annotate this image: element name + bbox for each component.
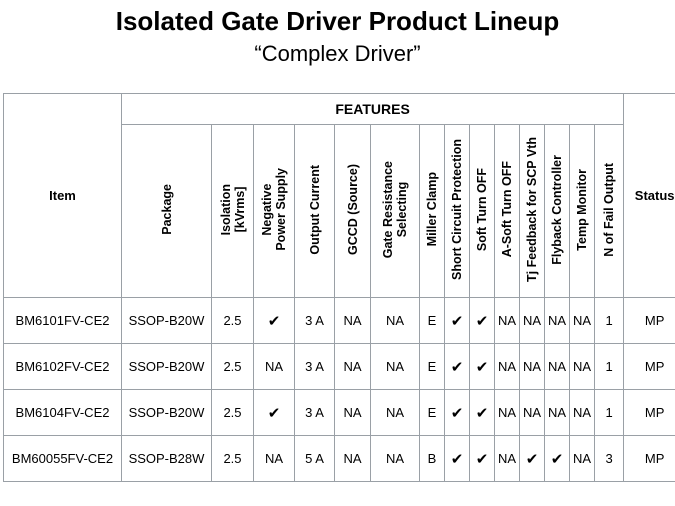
check-icon: ✔ — [470, 344, 495, 390]
feature-column-header — [495, 125, 520, 298]
table-cell: NA — [520, 344, 545, 390]
table-row — [4, 390, 675, 436]
feature-column-label: Gate Resistance Selecting — [381, 160, 409, 259]
table-cell: SSOP-B28W — [122, 436, 212, 482]
table-cell: 2.5 — [212, 298, 254, 344]
item-cell: BM6102FV-CE2 — [4, 344, 122, 390]
status-cell: MP — [624, 344, 675, 390]
table-cell: SSOP-B20W — [122, 344, 212, 390]
status-cell: MP — [624, 390, 675, 436]
feature-column-label: Isolation [kVrms] — [218, 183, 247, 236]
table-cell: 2.5 — [212, 344, 254, 390]
item-cell: BM60055FV-CE2 — [4, 436, 122, 482]
table-cell: NA — [371, 344, 420, 390]
feature-column-label: N of Fail Output — [602, 162, 617, 257]
table-cell: B — [420, 436, 445, 482]
feature-column-label: Miller Clamp — [425, 172, 439, 247]
page-title: Isolated Gate Driver Product Lineup — [115, 6, 560, 36]
feature-column-label: Temp Monitor — [575, 168, 589, 251]
table-cell: E — [420, 298, 445, 344]
feature-column-label: Soft Turn OFF — [475, 167, 489, 252]
item-header: Item — [4, 94, 122, 298]
check-icon: ✔ — [520, 436, 545, 482]
feature-column-label: GCCD (Source) — [345, 164, 360, 255]
table-cell: 3 A — [295, 344, 335, 390]
status-header: Status — [624, 94, 675, 298]
feature-column-label: Short Circuit Protection — [450, 139, 464, 280]
table-cell: NA — [570, 298, 595, 344]
feature-column-header — [470, 125, 495, 298]
check-icon: ✔ — [545, 436, 570, 482]
check-icon: ✔ — [470, 436, 495, 482]
feature-column-label: Package — [159, 184, 174, 235]
feature-column-header — [420, 125, 445, 298]
feature-column-label: Tj Feedback for SCP Vth — [525, 137, 539, 282]
table-cell: NA — [371, 390, 420, 436]
table-cell: NA — [495, 344, 520, 390]
check-icon: ✔ — [254, 298, 295, 344]
table-cell: NA — [570, 436, 595, 482]
table-cell: NA — [545, 390, 570, 436]
table-cell: NA — [495, 298, 520, 344]
table-cell: 3 A — [295, 298, 335, 344]
feature-column-header — [212, 125, 254, 298]
status-cell: MP — [624, 436, 675, 482]
check-icon: ✔ — [445, 390, 470, 436]
page-subtitle: “Complex Driver” — [254, 41, 421, 66]
table-cell: NA — [335, 298, 371, 344]
product-lineup-table — [3, 93, 675, 482]
feature-column-label: Output Current — [307, 164, 322, 255]
feature-column-header — [570, 125, 595, 298]
table-cell: 2.5 — [212, 436, 254, 482]
table-cell: NA — [335, 344, 371, 390]
table-cell: NA — [495, 436, 520, 482]
check-icon: ✔ — [470, 298, 495, 344]
table-cell: SSOP-B20W — [122, 390, 212, 436]
item-cell: BM6104FV-CE2 — [4, 390, 122, 436]
table-row — [4, 344, 675, 390]
features-header: FEATURES — [122, 94, 624, 125]
table-cell: NA — [570, 344, 595, 390]
check-icon: ✔ — [254, 390, 295, 436]
table-cell: 2.5 — [212, 390, 254, 436]
feature-column-header — [371, 125, 420, 298]
table-cell: 3 — [595, 436, 624, 482]
feature-column-header — [295, 125, 335, 298]
table-row — [4, 436, 675, 482]
table-cell: 1 — [595, 390, 624, 436]
table-cell: NA — [254, 344, 295, 390]
table-cell: 3 A — [295, 390, 335, 436]
table-cell: NA — [520, 298, 545, 344]
table-cell: 1 — [595, 298, 624, 344]
table-cell: NA — [371, 298, 420, 344]
feature-column-label: A-Soft Turn OFF — [500, 161, 514, 258]
table-cell: NA — [495, 390, 520, 436]
table-cell: NA — [570, 390, 595, 436]
table-cell: NA — [545, 344, 570, 390]
feature-column-header — [520, 125, 545, 298]
feature-column-header — [595, 125, 624, 298]
table-cell: NA — [371, 436, 420, 482]
feature-column-header — [335, 125, 371, 298]
check-icon: ✔ — [445, 298, 470, 344]
check-icon: ✔ — [470, 390, 495, 436]
table-cell: 5 A — [295, 436, 335, 482]
feature-column-header — [254, 125, 295, 298]
check-icon: ✔ — [445, 436, 470, 482]
feature-column-header — [545, 125, 570, 298]
table-cell: NA — [520, 390, 545, 436]
table-cell: NA — [335, 436, 371, 482]
table-cell: E — [420, 390, 445, 436]
table-cell: NA — [545, 298, 570, 344]
feature-column-label: Flyback Controller — [550, 154, 564, 265]
check-icon: ✔ — [445, 344, 470, 390]
feature-column-header — [445, 125, 470, 298]
feature-column-label: Negative Power Supply — [260, 168, 288, 251]
table-cell: NA — [254, 436, 295, 482]
feature-column-header — [122, 125, 212, 298]
table-cell: NA — [335, 390, 371, 436]
table-cell: 1 — [595, 344, 624, 390]
table-cell: E — [420, 344, 445, 390]
item-cell: BM6101FV-CE2 — [4, 298, 122, 344]
table-cell: SSOP-B20W — [122, 298, 212, 344]
table-row — [4, 298, 675, 344]
status-cell: MP — [624, 298, 675, 344]
